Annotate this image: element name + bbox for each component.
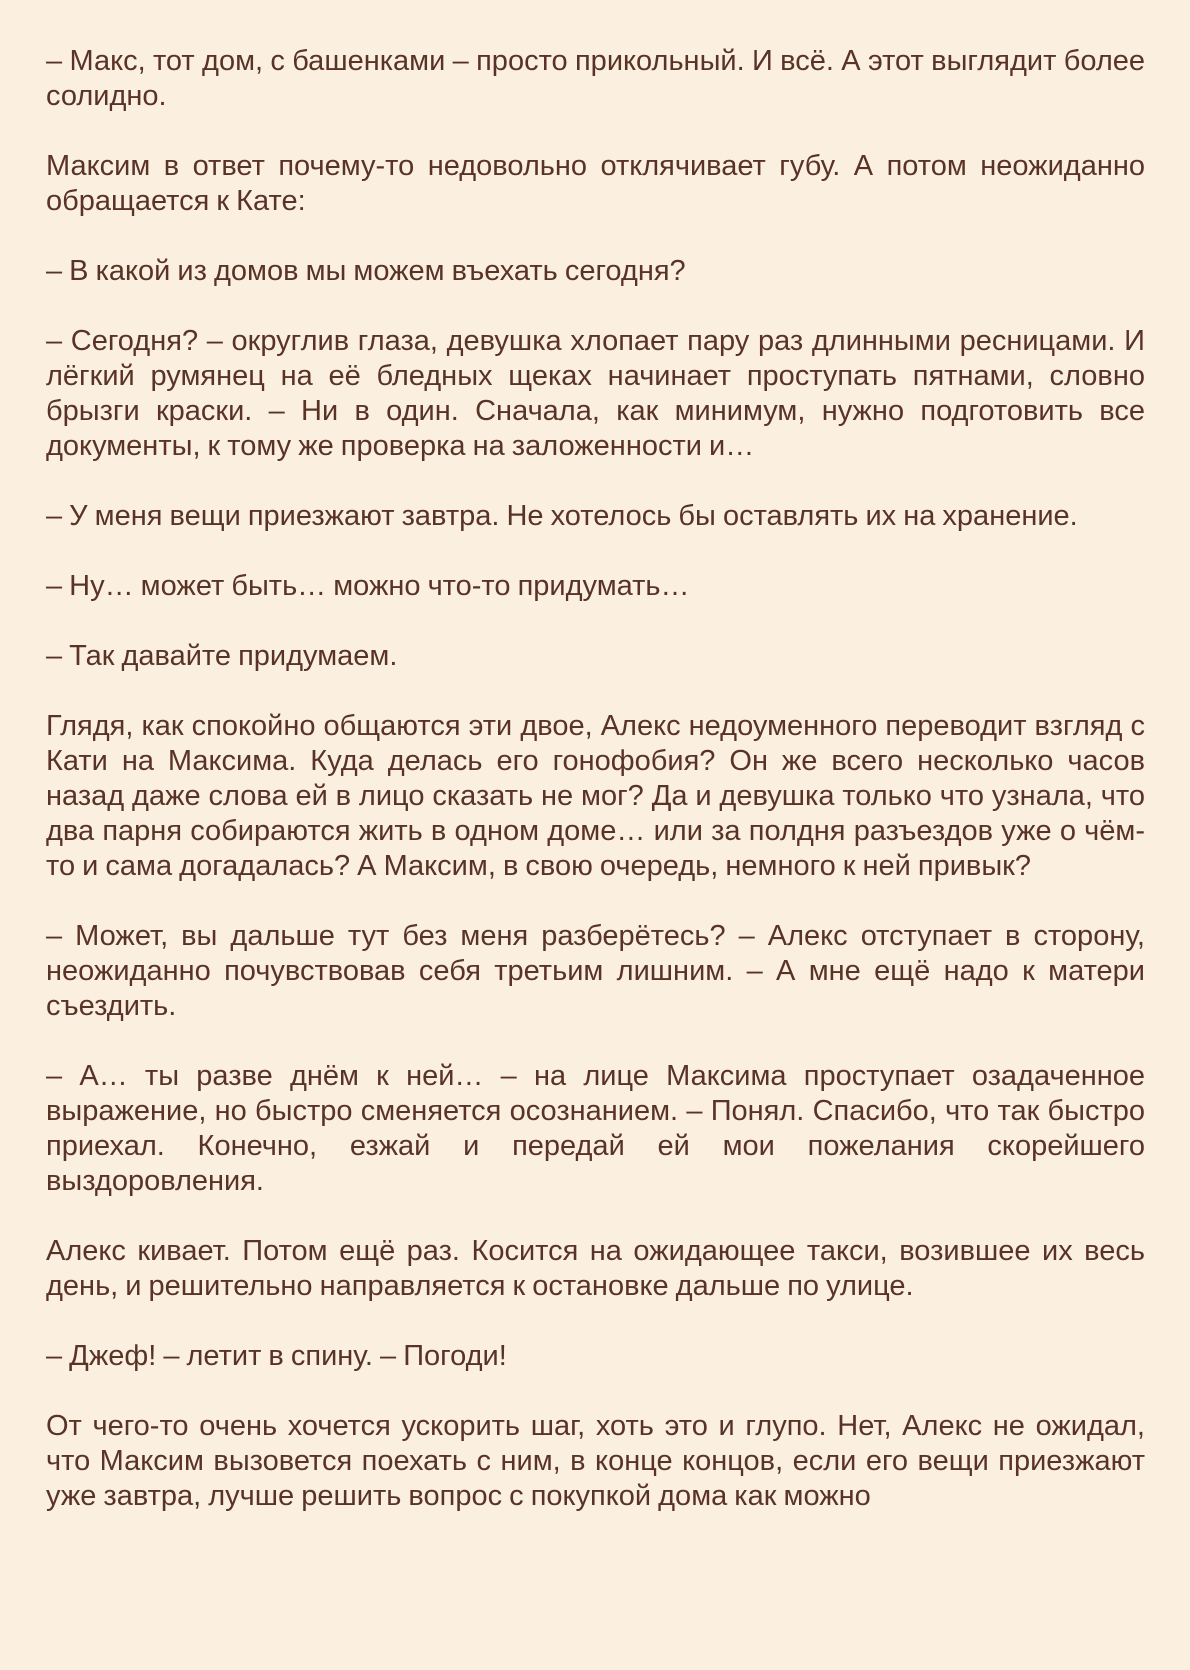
paragraph-10: – А… ты разве днём к ней… – на лице Максима проступает озадаченное выражение, но быстро сменяется осознанием. – Понял. Спасибо, что так быстро приехал. Конечно, езжай и передай ей мои пожелания скорейшего выздоровления. bbox=[46, 1060, 1145, 1197]
paragraph-6: – Ну… может быть… можно что-то придумать… bbox=[46, 570, 690, 602]
paragraph-11: Алекс кивает. Потом ещё раз. Косится на ожидающее такси, возившее их весь день, и решительно направляется к остановке дальше по улице. bbox=[46, 1235, 1145, 1302]
paragraph-7: – Так давайте придумаем. bbox=[46, 640, 398, 672]
paragraph-3: – В какой из домов мы можем въехать сегодня? bbox=[46, 255, 686, 287]
paragraph-12: – Джеф! – летит в спину. – Погоди! bbox=[46, 1340, 507, 1372]
paragraph-8: Глядя, как спокойно общаются эти двое, Алекс недоуменного переводит взгляд с Кати на Максима. Куда делась его гонофобия? Он же всего несколько часов назад даже слова ей в лицо сказать не мог? Да и девушка только что узнала, что два парня собираются жить в одном доме… или за полдня разъездов уже о чём-то и сама догадалась? А Максим, в свою очередь, немного к ней привык? bbox=[46, 710, 1145, 882]
paragraph-2: Максим в ответ почему-то недовольно отклячивает губу. А потом неожиданно обращается к Кате: bbox=[46, 150, 1145, 217]
paragraph-13: От чего-то очень хочется ускорить шаг, хоть это и глупо. Нет, Алекс не ожидал, что Максим вызовется поехать с ним, в конце концов, если его вещи приезжают уже завтра, лучше решить вопрос с покупкой дома как можно bbox=[46, 1410, 1145, 1512]
paragraph-4: – Сегодня? – округлив глаза, девушка хлопает пару раз длинными ресницами. И лёгкий румянец на её бледных щеках начинает проступать пятнами, словно брызги краски. – Ни в один. Сначала, как минимум, нужно подготовить все документы, к тому же проверка на заложенности и… bbox=[46, 325, 1145, 462]
paragraph-5: – У меня вещи приезжают завтра. Не хотелось бы оставлять их на хранение. bbox=[46, 500, 1078, 532]
paragraph-9: – Может, вы дальше тут без меня разберётесь? – Алекс отступает в сторону, неожиданно почувствовав себя третьим лишним. – А мне ещё надо к матери съездить. bbox=[46, 920, 1145, 1022]
paragraph-1: – Макс, тот дом, с башенками – просто прикольный. И всё. А этот выглядит более солидно. bbox=[46, 45, 1145, 112]
